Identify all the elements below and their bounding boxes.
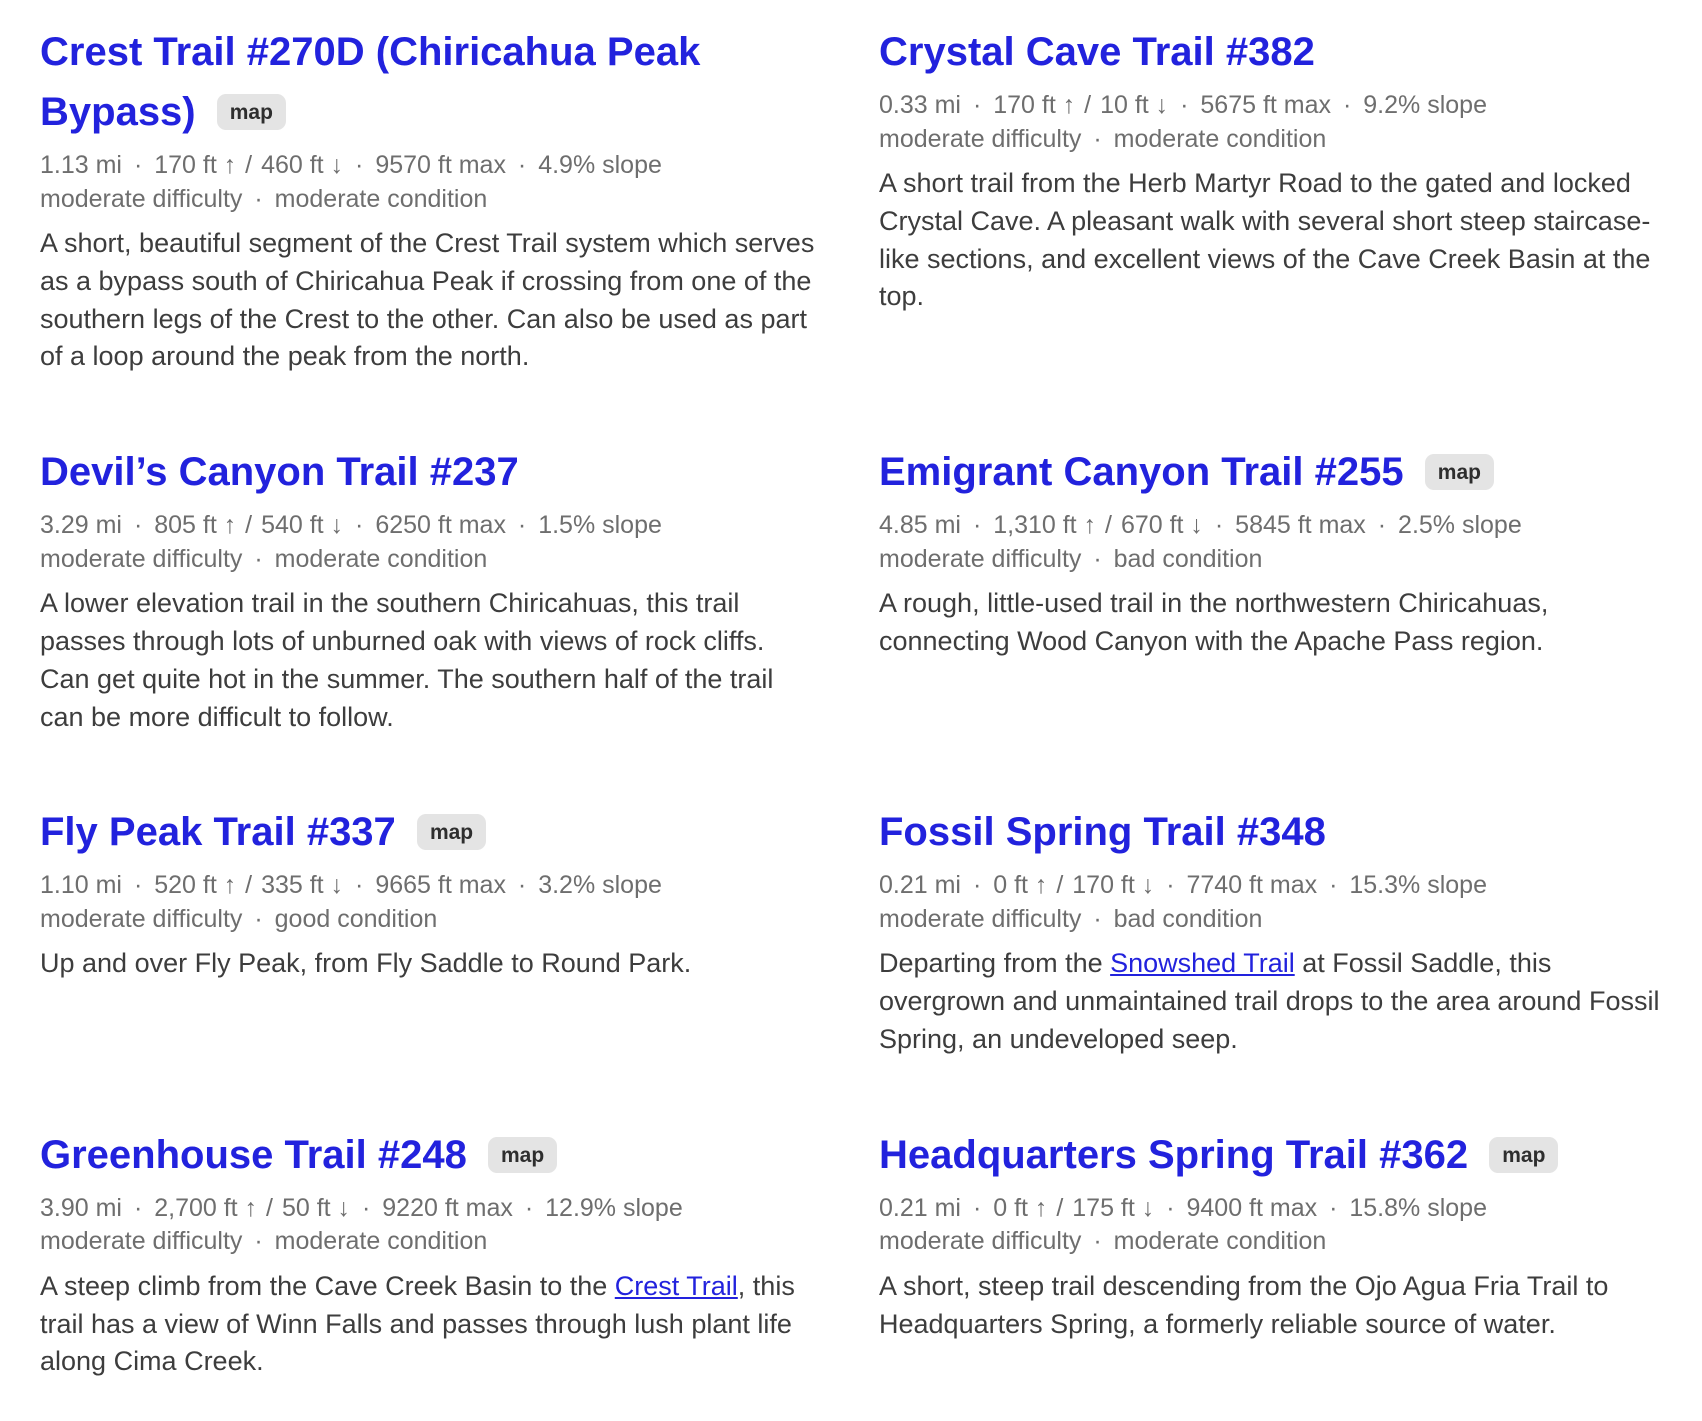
trail-title-link[interactable]: Emigrant Canyon Trail #255 xyxy=(879,450,1404,495)
stats-separator-icon: · xyxy=(355,151,364,179)
trail-title-link[interactable]: Crest Trail #270D (Chiricahua Peak Bypass) xyxy=(40,30,701,134)
stat-distance: 0.21 mi xyxy=(879,871,961,900)
trail-card xyxy=(879,442,1660,661)
trail-title-link[interactable]: Crystal Cave Trail #382 xyxy=(879,30,1315,74)
trail-condition: moderate condition xyxy=(274,184,488,213)
description-text: , this trail has a view of Winn Falls and passes through lush plant life along Cima Creek. xyxy=(40,1270,795,1377)
stats-separator-icon: · xyxy=(1329,871,1338,900)
description-text: A lower elevation trail in the southern Chiricahuas, this trail passes through lots of unburned oak with views of rock cliffs. Can get quite hot in the summer. The southern half of the trail can be more difficult to follow. xyxy=(40,588,774,732)
conditions-separator-icon: · xyxy=(254,1227,263,1256)
conditions-separator-icon: · xyxy=(1093,124,1102,153)
trail-description xyxy=(879,165,1660,316)
trail-description xyxy=(879,1268,1660,1344)
trail-conditions xyxy=(879,543,1660,577)
stats-separator-icon: · xyxy=(1329,1193,1338,1222)
trail-condition: good condition xyxy=(274,904,438,933)
trail-card xyxy=(879,802,1660,1058)
trail-description xyxy=(40,945,821,983)
trail-card xyxy=(879,22,1660,316)
stat-slope: 2.5% slope xyxy=(1398,511,1522,540)
stat-descent: 170 ft ↓ xyxy=(1072,871,1155,900)
stats-separator-icon: · xyxy=(1166,871,1175,900)
map-badge[interactable]: map xyxy=(217,94,286,130)
trail-title-row xyxy=(40,1125,821,1185)
trail-stats xyxy=(879,1192,1660,1226)
trail-title-link[interactable]: Headquarters Spring Trail #362 xyxy=(879,1132,1469,1177)
trail-title-row xyxy=(879,22,1660,82)
trail-difficulty: moderate difficulty xyxy=(40,184,243,213)
stat-slope: 1.5% slope xyxy=(538,511,662,540)
trail-card xyxy=(40,22,821,376)
trail-description xyxy=(40,225,821,376)
stats-separator-icon: · xyxy=(1377,511,1387,540)
map-badge[interactable]: map xyxy=(1489,1137,1558,1173)
stats-separator-icon: · xyxy=(1343,91,1352,119)
stats-separator-icon: · xyxy=(133,871,143,900)
trail-title-link[interactable]: Devil’s Canyon Trail #237 xyxy=(40,450,519,495)
stat-max-elevation: 5675 ft max xyxy=(1200,91,1332,119)
map-badge[interactable]: map xyxy=(1425,454,1494,490)
stats-separator-icon: · xyxy=(517,151,527,179)
description-link[interactable]: Snowshed Trail xyxy=(1110,948,1295,979)
stat-descent: 460 ft ↓ xyxy=(261,151,344,179)
stats-separator-icon: · xyxy=(1180,91,1189,119)
trail-conditions xyxy=(879,123,1660,157)
description-text: A steep climb from the Cave Creek Basin to the xyxy=(40,1270,615,1301)
stats-separator-icon: · xyxy=(972,91,982,119)
stat-ascent: 0 ft ↑ xyxy=(993,871,1048,900)
trail-card xyxy=(40,802,821,983)
trail-title-row xyxy=(40,442,821,502)
stats-separator-icon: · xyxy=(1214,511,1224,540)
stat-descent: 10 ft ↓ xyxy=(1100,91,1169,119)
trail-conditions xyxy=(879,903,1660,937)
trail-stats xyxy=(40,1192,821,1226)
trail-conditions xyxy=(879,1225,1660,1259)
stat-slope: 15.3% slope xyxy=(1349,871,1487,900)
stat-ascent: 520 ft ↑ xyxy=(154,871,237,900)
stat-distance: 0.21 mi xyxy=(879,1193,961,1222)
trail-difficulty: moderate difficulty xyxy=(40,544,243,573)
stats-separator-icon: · xyxy=(133,1193,143,1222)
trail-difficulty: moderate difficulty xyxy=(879,1227,1082,1256)
trail-description xyxy=(879,585,1660,661)
stat-descent: 540 ft ↓ xyxy=(261,511,344,540)
trail-difficulty: moderate difficulty xyxy=(40,1227,243,1256)
stat-max-elevation: 6250 ft max xyxy=(375,511,506,540)
stats-slash-icon: / xyxy=(1105,511,1112,540)
trail-description xyxy=(40,585,821,736)
stat-distance: 1.10 mi xyxy=(40,871,122,900)
stat-max-elevation: 9665 ft max xyxy=(375,871,506,900)
trail-condition: moderate condition xyxy=(1113,1227,1327,1256)
stats-slash-icon: / xyxy=(1056,871,1064,900)
description-text: at Fossil Saddle, this overgrown and unmaintained trail drops to the area around Fossil Spring, an undeveloped seep. xyxy=(879,948,1660,1054)
stat-distance: 4.85 mi xyxy=(879,511,961,540)
trail-card xyxy=(879,1125,1660,1344)
trail-description xyxy=(40,1268,821,1381)
trail-conditions xyxy=(40,1225,821,1259)
trail-title-row xyxy=(40,22,821,142)
stats-separator-icon: · xyxy=(972,871,982,900)
trail-title-link[interactable]: Fossil Spring Trail #348 xyxy=(879,810,1326,855)
trail-title-row xyxy=(879,1125,1660,1185)
trail-stats xyxy=(879,89,1660,123)
stat-ascent: 805 ft ↑ xyxy=(154,511,237,540)
trail-title-row xyxy=(879,802,1660,862)
trail-stats xyxy=(40,869,821,903)
stat-descent: 50 ft ↓ xyxy=(281,1193,351,1222)
trail-title-row xyxy=(879,442,1660,502)
trail-condition: bad condition xyxy=(1113,904,1263,933)
description-text: A short, beautiful segment of the Crest Trail system which serves as a bypass south of Chiricahua Peak if crossing from one of the southern legs of the Crest to the other. Can also be used as part of a loop around the peak from the north. xyxy=(40,228,815,372)
description-text: A short trail from the Herb Martyr Road to the gated and locked Crystal Cave. A pleasant walk with several short steep staircase-like sections, and excellent views of the Cave Creek Basin at the top. xyxy=(879,168,1651,312)
stat-max-elevation: 5845 ft max xyxy=(1235,511,1366,540)
trail-conditions xyxy=(40,543,821,577)
stat-max-elevation: 9220 ft max xyxy=(382,1193,513,1222)
description-text: A rough, little-used trail in the northwestern Chiricahuas, connecting Wood Canyon with the Apache Pass region. xyxy=(879,588,1549,656)
stat-slope: 4.9% slope xyxy=(538,151,662,179)
trail-card xyxy=(40,1125,821,1381)
stats-slash-icon: / xyxy=(1056,1193,1064,1222)
trail-conditions xyxy=(40,903,821,937)
trail-condition: moderate condition xyxy=(274,544,488,573)
stats-separator-icon: · xyxy=(517,871,527,900)
stats-slash-icon: / xyxy=(1084,91,1092,119)
stat-slope: 12.9% slope xyxy=(545,1193,683,1222)
trail-difficulty: moderate difficulty xyxy=(879,544,1082,573)
stat-max-elevation: 7740 ft max xyxy=(1186,871,1318,900)
conditions-separator-icon: · xyxy=(1093,1227,1102,1256)
stat-ascent: 0 ft ↑ xyxy=(993,1193,1048,1222)
trail-title-link[interactable]: Fly Peak Trail #337 xyxy=(40,810,396,855)
trail-card xyxy=(40,442,821,736)
conditions-separator-icon: · xyxy=(1093,904,1102,933)
stat-slope: 3.2% slope xyxy=(538,871,662,900)
stat-distance: 3.29 mi xyxy=(40,511,122,540)
trail-condition: bad condition xyxy=(1113,544,1263,573)
description-text: Departing from the xyxy=(879,948,1111,979)
trail-stats xyxy=(879,869,1660,903)
trail-title-row xyxy=(40,802,821,862)
stat-max-elevation: 9570 ft max xyxy=(375,151,506,179)
stat-descent: 670 ft ↓ xyxy=(1120,511,1203,540)
stat-descent: 335 ft ↓ xyxy=(261,871,344,900)
description-link[interactable]: Crest Trail xyxy=(614,1270,738,1301)
trail-grid xyxy=(40,22,1660,1381)
stats-slash-icon: / xyxy=(245,151,253,179)
stat-distance: 1.13 mi xyxy=(40,151,122,179)
stats-separator-icon: · xyxy=(133,151,143,179)
stats-separator-icon: · xyxy=(133,511,143,540)
stat-distance: 3.90 mi xyxy=(40,1193,122,1222)
stat-distance: 0.33 mi xyxy=(879,91,961,119)
stat-descent: 175 ft ↓ xyxy=(1072,1193,1155,1222)
trail-stats xyxy=(40,149,821,183)
map-badge[interactable]: map xyxy=(488,1137,557,1173)
trail-stats xyxy=(879,509,1660,543)
trail-difficulty: moderate difficulty xyxy=(879,124,1082,153)
stats-separator-icon: · xyxy=(524,1193,534,1222)
stats-separator-icon: · xyxy=(972,511,982,540)
description-text: Up and over Fly Peak, from Fly Saddle to Round Park. xyxy=(40,948,692,979)
stats-separator-icon: · xyxy=(1166,1193,1175,1222)
stats-separator-icon: · xyxy=(355,871,364,900)
stat-ascent: 170 ft ↑ xyxy=(993,91,1076,119)
stats-slash-icon: / xyxy=(266,1193,273,1222)
trail-difficulty: moderate difficulty xyxy=(40,904,243,933)
trail-description xyxy=(879,945,1660,1058)
trail-condition: moderate condition xyxy=(274,1227,488,1256)
stats-separator-icon: · xyxy=(361,1193,371,1222)
conditions-separator-icon: · xyxy=(254,184,263,213)
trail-conditions xyxy=(40,183,821,217)
description-text: A short, steep trail descending from the Ojo Agua Fria Trail to Headquarters Spring, a formerly reliable source of water. xyxy=(879,1270,1609,1339)
conditions-separator-icon: · xyxy=(254,904,263,933)
stats-separator-icon: · xyxy=(355,511,364,540)
trail-stats xyxy=(40,509,821,543)
conditions-separator-icon: · xyxy=(1093,544,1102,573)
stat-max-elevation: 9400 ft max xyxy=(1186,1193,1318,1222)
stat-slope: 9.2% slope xyxy=(1363,91,1487,119)
stat-ascent: 170 ft ↑ xyxy=(154,151,237,179)
conditions-separator-icon: · xyxy=(254,544,263,573)
stat-ascent: 1,310 ft ↑ xyxy=(993,511,1097,540)
stats-separator-icon: · xyxy=(517,511,527,540)
stats-slash-icon: / xyxy=(245,871,253,900)
trail-condition: moderate condition xyxy=(1113,124,1327,153)
trail-difficulty: moderate difficulty xyxy=(879,904,1082,933)
stat-slope: 15.8% slope xyxy=(1349,1193,1487,1222)
trail-title-link[interactable]: Greenhouse Trail #248 xyxy=(40,1132,467,1177)
map-badge[interactable]: map xyxy=(417,814,486,850)
stats-separator-icon: · xyxy=(972,1193,982,1222)
stats-slash-icon: / xyxy=(245,511,253,540)
stat-ascent: 2,700 ft ↑ xyxy=(154,1193,258,1222)
